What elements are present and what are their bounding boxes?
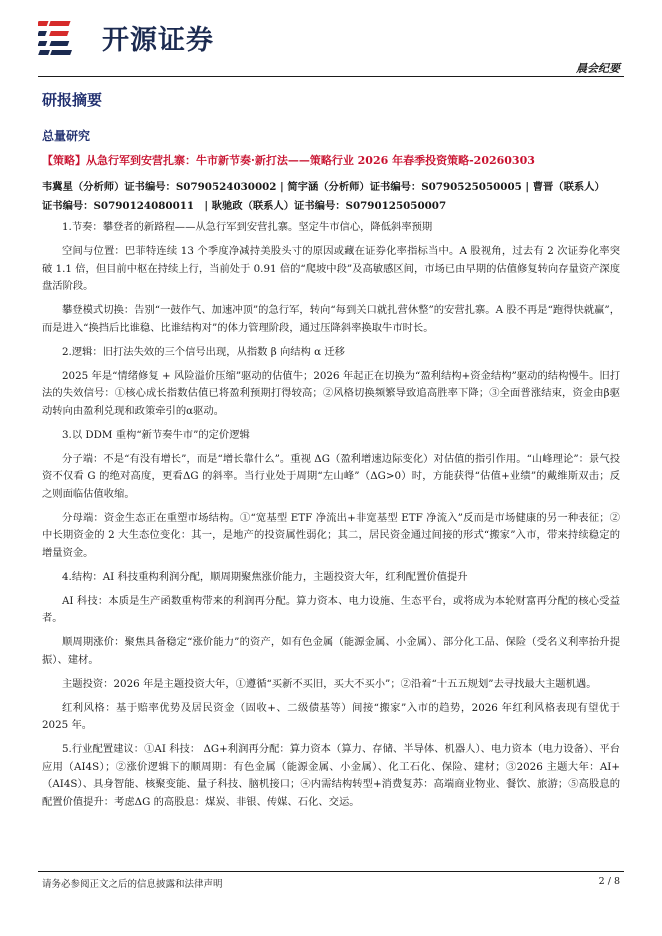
- report-title: 【策略】从急行军到安营扎寨：牛市新节奏·新打法——策略行业 2026 年春季投资策略-20260303: [42, 154, 535, 167]
- company-logo: [38, 16, 214, 58]
- body-paragraph: 分母端：资金生态正在重塑市场结构。①“宽基型 ETF 净流出+非宽基型 ETF 净流入”反而是市场健康的另一种表征；②中长期资金的 2 大生态位变化：其一，是地产的投资属性弱化；其二，居民资金通过间接的形式“搬家”入市，带来持续稳定的增量资金。: [42, 511, 620, 559]
- body-heading: 2.逻辑：旧打法失效的三个信号出现，从指数 β 向结构 α 迁移: [62, 345, 345, 358]
- page-number: 2 / 8: [598, 876, 620, 887]
- logo-mark-icon: [38, 17, 96, 57]
- body-paragraph: 分子端：不是“有没有增长”，而是“增长靠什么”。重视 ΔG（盈利增速边际变化）对估值的指引作用。“山峰理论”：景气投资不仅看 G 的绝对高度，更看ΔG 的斜率。当行业处于周期“左山峰”（ΔG>0）时，方能获得“估值+业绩”的戴维斯双击；反之则面临估值收缩。: [42, 452, 620, 500]
- body-paragraph: 红利风格：基于赔率优势及居民资金（固收+、二级债基等）间接“搬家”入市的趋势，2026 年红利风格表现有望优于 2025 年。: [42, 701, 620, 731]
- body-paragraph: 顺周期涨价：聚焦具备稳定“涨价能力”的资产，如有色金属（能源金属、小金属）、部分化工品、保险（受名义利率抬升提振）、建材。: [42, 636, 620, 666]
- body-paragraph: 5.行业配置建议：①AI 科技： ΔG+利润再分配：算力资本（算力、存储、半导体、机器人）、电力资本（电力设备）、平台应用（AI4S）；②涨价逻辑下的顺周期：有色金属（能源金属、小金属）、化工石化、保险、建材；③2026 主题大年：AI+（AI4S）、具身智能、核聚变能、量子科技、脑机接口；④内需结构转型+消费复苏：高端商业物业、餐饮、旅游；⑤高股息的配置价值提升：考虑ΔG 的高股息：煤炭、非银、传媒、石化、交运。: [42, 743, 620, 808]
- body-paragraph: 空间与位置：巴菲特连续 13 个季度净减持美股头寸的原因或藏在证券化率指标当中。A 股视角，过去有 2 次证券化率突破 1.1 倍，但目前中枢在持续上行，当前处于 0.91 倍的“爬坡中段”及高敏感区间，市场已由早期的估值修复转向存量资产深度盘活阶段。: [42, 245, 620, 292]
- footer-disclaimer: 请务必参阅正文之后的信息披露和法律声明: [42, 879, 223, 890]
- body-paragraph: AI 科技：本质是生产函数重构带来的利润再分配。算力资本、电力设施、生态平台，或将成为本轮财富再分配的核心受益者。: [42, 594, 620, 624]
- body-heading: 3.以 DDM 重构“新节奏牛市”的定价逻辑: [62, 428, 250, 441]
- section-title: 研报摘要: [42, 91, 103, 109]
- author-line: 证书编号：S0790124080011 | 耿驰政（联系人）证书编号：S0790125050007: [42, 200, 447, 212]
- logo-text: 开源证券: [102, 24, 214, 56]
- body-heading: 1.节奏：攀登者的新路程——从急行军到安营扎寨。坚定牛市信心，降低斜率预期: [62, 221, 433, 233]
- body-paragraph: 2025 年是“情绪修复 + 风险溢价压缩”驱动的估值牛；2026 年起正在切换为“盈利结构+资金结构”驱动的结构慢牛。旧打法的失效信号：①核心成长指数估值已将盈利预期打得较高；②风格切换频繁导致追高胜率下降；③全面普涨结束，资金由β驱动转向由盈利兑现和政策牵引的α驱动。: [42, 369, 620, 417]
- author-line: 韦冀星（分析师）证书编号：S0790524030002 | 简宇涵（分析师）证书编号：S0790525050005 | 曹晋（联系人）: [42, 181, 605, 193]
- header-section-label: 晨会纪要: [576, 62, 620, 75]
- body-heading: 4.结构：AI 科技重构利润分配，顺周期聚焦涨价能力，主题投资大年，红利配置价值提升: [62, 570, 468, 583]
- body-paragraph: 攀登模式切换：告别“一鼓作气、加速冲顶”的急行军，转向“每到关口就扎营休整”的安营扎寨。A 股不再是“跑得快就赢”，而是进入“换挡后比谁稳、比谁结构对”的体力管理阶段，通过压降斜率换取牛市时长。: [42, 304, 620, 334]
- body-paragraph: 主题投资：2026 年是主题投资大年，①遵循“买新不买旧，买大不买小”；②沿着“十五五规划”去寻找最大主题机遇。: [62, 677, 597, 690]
- header-divider: [38, 76, 624, 77]
- report-body: [42, 219, 620, 818]
- subsection-title: 总量研究: [42, 129, 91, 143]
- author-info: [42, 178, 622, 216]
- footer-divider: [38, 871, 624, 872]
